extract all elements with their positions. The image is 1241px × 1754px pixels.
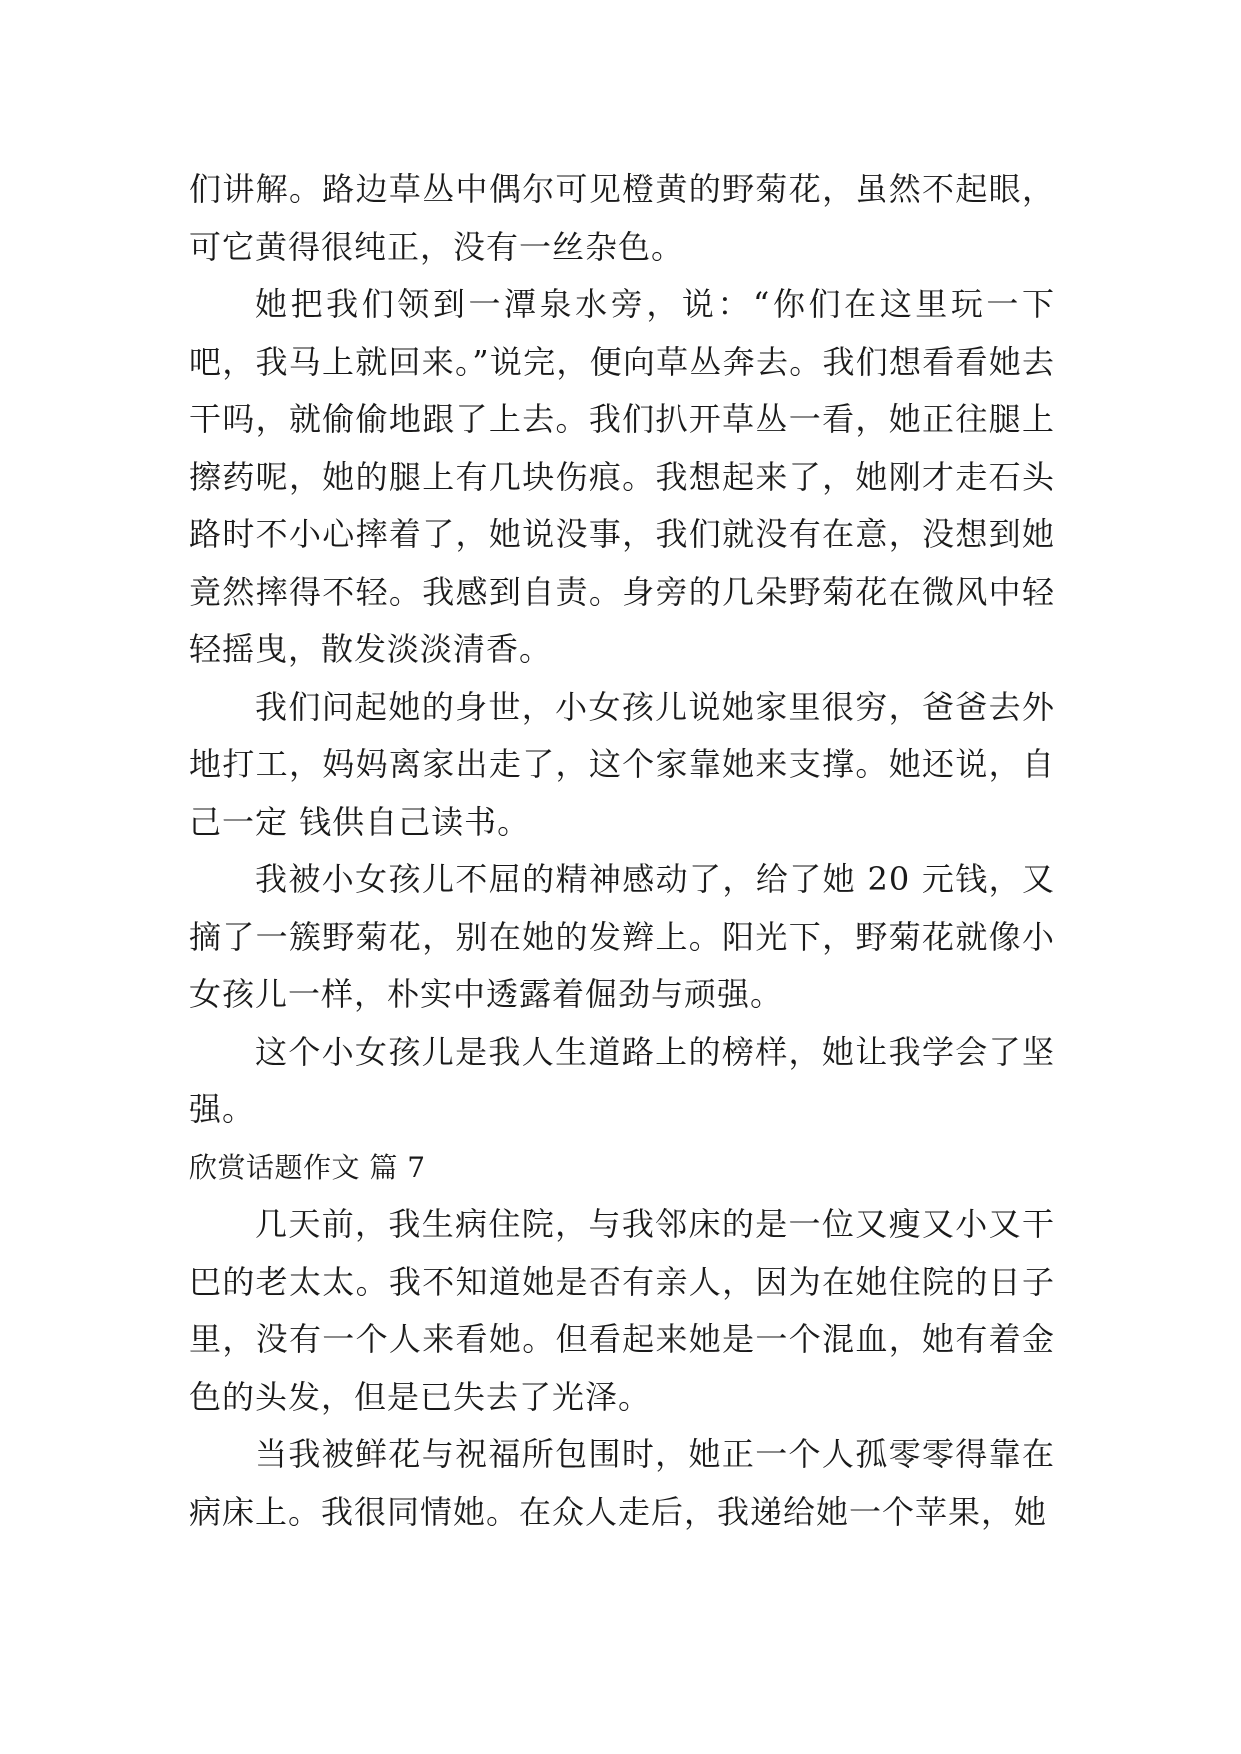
paragraph-3: 我们问起她的身世，小女孩儿说她家里很穷，爸爸去外地打工，妈妈离家出走了，这个家靠她来支撑。她还说，自己一定 钱供自己读书。: [189, 687, 1055, 841]
paragraph-7: 当我被鲜花与祝福所包围时，她正一个人孤零零得靠在病床上。我很同情她。在众人走后，我递给她一个苹果，她: [189, 1435, 1055, 1531]
paragraph-4: 我被小女孩儿不屈的精神感动了，给了她 20 元钱，又摘了一簇野菊花，别在她的发辫上。阳光下，野菊花就像小女孩儿一样，朴实中透露着倔劲与顽强。: [189, 860, 1055, 1013]
paragraph-6: 几天前，我生病住院，与我邻床的是一位又瘦又小又干巴的老太太。我不知道她是否有亲人，因为在她住院的日子里，没有一个人来看她。但看起来她是一个混血，她有着金色的头发，但是已失去了光泽。: [189, 1205, 1055, 1416]
paragraph-2: 她把我们领到一潭泉水旁，说：“你们在这里玩一下吧，我马上就回来。”说完，便向草丛奔去。我们想看看她去干吗，就偷偷地跟了上去。我们扒开草丛一看，她正往腿上擦药呢，她的腿上有几块伤痕。我想起来了，她刚才走石头路时不小心摔着了，她说没事，我们就没有在意，没想到她竟然摔得不轻。我感到自责。身旁的几朵野菊花在微风中轻轻摇曳，散发淡淡清香。: [189, 285, 1055, 668]
document-body: [189, 161, 1055, 1541]
paragraph-1: 们讲解。路边草丛中偶尔可见橙黄的野菊花，虽然不起眼，可它黄得很纯正，没有一丝杂色。: [189, 170, 1055, 266]
section-heading: 欣赏话题作文 篇 7: [189, 1150, 426, 1184]
paragraph-5: 这个小女孩儿是我人生道路上的榜样，她让我学会了坚强。: [189, 1032, 1055, 1128]
